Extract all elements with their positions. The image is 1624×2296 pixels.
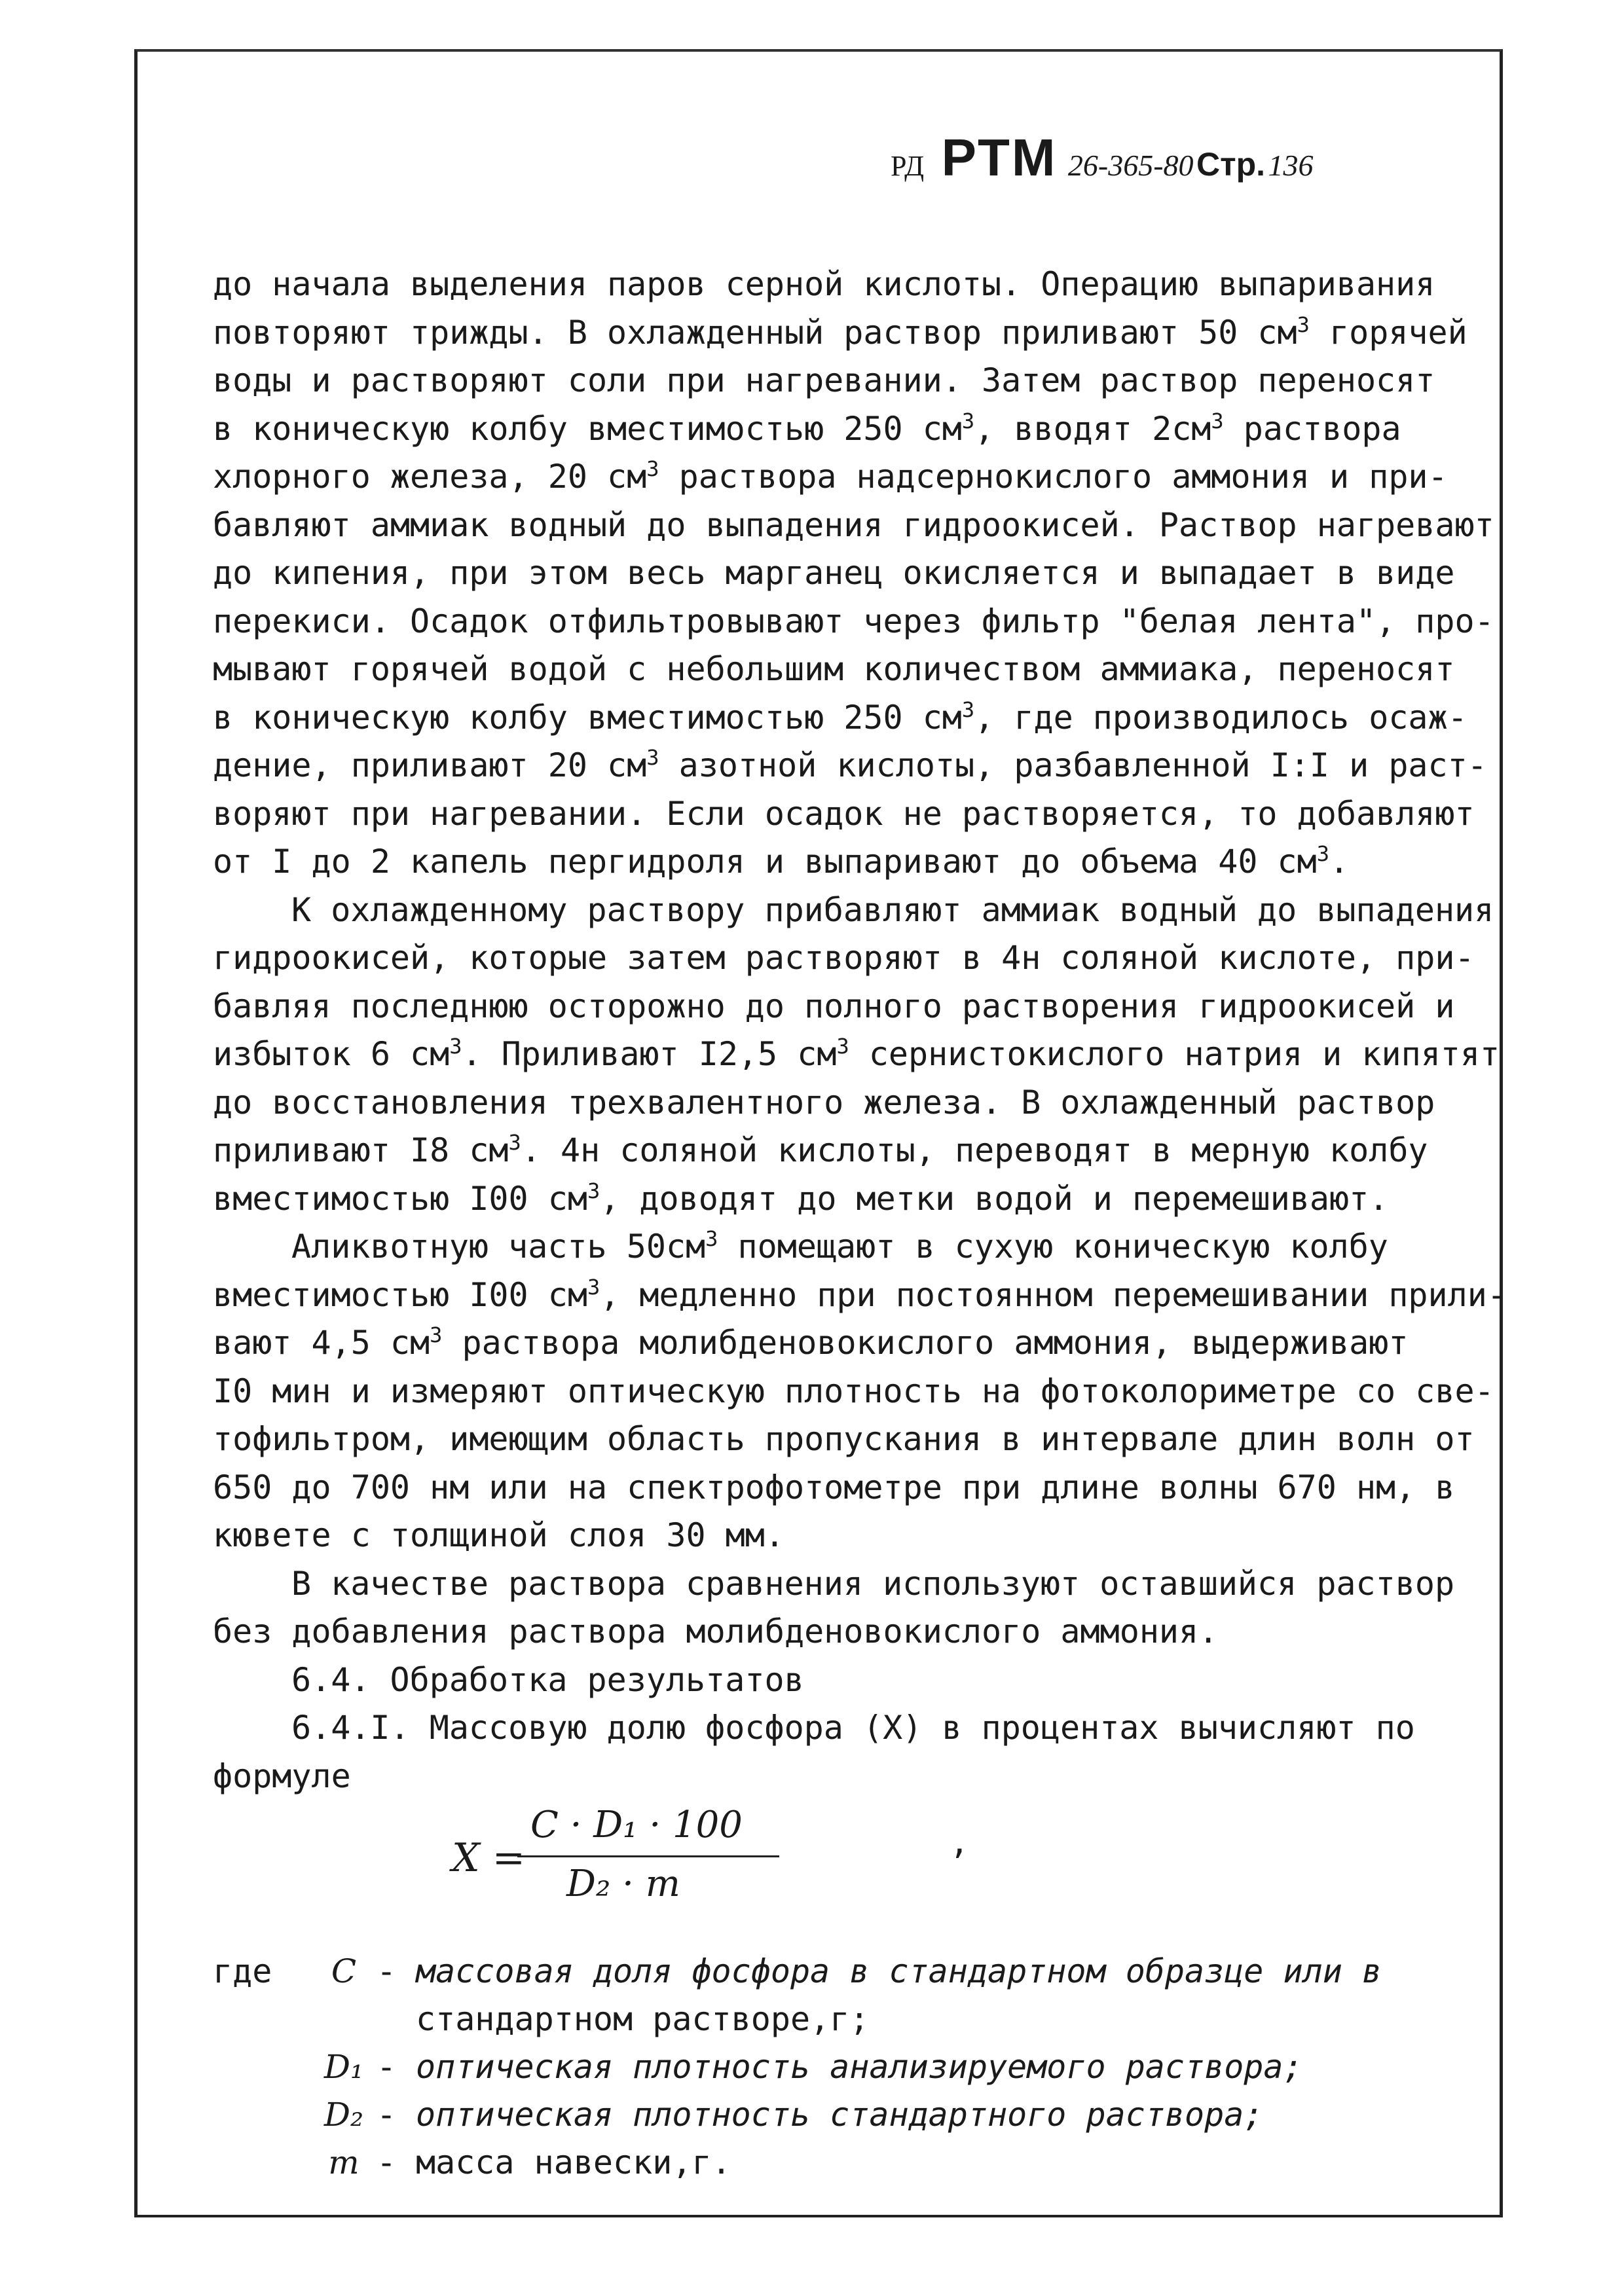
- text-line: в коническую колбу вместимостью 250 $см^3$, где производилось осаж-: [213, 697, 1467, 737]
- text-line: тофильтром, имеющим область пропускания в интервале длин волн от: [213, 1420, 1475, 1458]
- legend-symbol: D₂: [323, 2096, 364, 2134]
- formula-numerator: C · D₁ · 100: [530, 1804, 743, 1846]
- text-line: 6.4. Обработка результатов: [291, 1660, 804, 1699]
- text-line: вместимостью I00 $см^3$, доводят до метки водой и перемешивают.: [213, 1178, 1389, 1218]
- text-line: К охлажденному раствору прибавляют аммиак водный до выпадения: [291, 890, 1494, 929]
- legend-dash: -: [377, 2096, 397, 2134]
- legend-symbol: C: [331, 1952, 357, 1990]
- text-line: в коническую колбу вместимостью 250 $см^3$, вводят $2см^3$ раствора: [213, 408, 1401, 448]
- legend-text: массовая доля фосфора в стандартном образце или в: [416, 1952, 1382, 1990]
- text-line: бавляя последнюю осторожно до полного растворения гидроокисей и: [213, 987, 1455, 1025]
- text-line: от I до 2 капель пергидроля и выпаривают до объема 40 $см^3$.: [213, 841, 1350, 881]
- text-line: вают 4,5 $см^3$ раствора молибденовокислого аммония, выдерживают: [213, 1322, 1409, 1362]
- fraction-bar: [517, 1855, 779, 1857]
- text-line: I0 мин и измеряют оптическую плотность на фотоколориметре со све-: [213, 1372, 1494, 1410]
- text-line: вместимостью I00 $см^3$, медленно при постоянном перемешивании прили-: [213, 1274, 1507, 1314]
- text-line: кювете с толщиной слоя 30 мм.: [213, 1516, 784, 1554]
- legend-symbol: m: [328, 2143, 360, 2181]
- header-page-number: 136: [1268, 149, 1314, 182]
- text-line: Аликвотную часть $50см^3$ помещают в сухую коническую колбу: [291, 1226, 1388, 1266]
- text-line: В качестве раствора сравнения используют оставшийся раствор: [291, 1564, 1455, 1603]
- text-line: бавляют аммиак водный до выпадения гидроокисей. Раствор нагревают: [213, 505, 1494, 544]
- legend-text: оптическая плотность стандартного раствора;: [416, 2096, 1264, 2134]
- text-line: воряют при нагревании. Если осадок не растворяется, то добавляют: [213, 794, 1475, 833]
- text-line: дение, приливают 20 $см^3$ азотной кислоты, разбавленной I:I и раст-: [213, 745, 1487, 784]
- text-line: гидроокисей, которые затем растворяют в 4н соляной кислоте, при-: [213, 939, 1475, 977]
- header-doc-number: 26-365-80: [1067, 149, 1194, 182]
- text-line: воды и растворяют соли при нагревании. Затем раствор переносят: [213, 361, 1435, 399]
- text-line: 6.4.I. Массовую долю фосфора (X) в процентах вычисляют по: [291, 1709, 1415, 1747]
- formula-denominator: D₂ · m: [566, 1863, 680, 1905]
- legend-symbol: D₁: [323, 2048, 364, 2086]
- text-line: перекиси. Осадок отфильтровывают через фильтр "белая лента", про-: [213, 602, 1494, 640]
- header-page-label: Стр.: [1196, 146, 1266, 183]
- text-line: до восстановления трехвалентного железа. В охлажденный раствор: [213, 1083, 1435, 1121]
- text-line: приливают I8 $см^3$. 4н соляной кислоты, переводят в мерную колбу: [213, 1130, 1428, 1169]
- text-line: 650 до 700 нм или на спектрофотометре при длине волны 670 нм, в: [213, 1468, 1455, 1506]
- text-line: формуле: [213, 1757, 351, 1795]
- document-header: [891, 128, 1313, 188]
- text-line: мывают горячей водой с небольшим количеством аммиака, переносят: [213, 650, 1455, 688]
- header-rtm: РТМ: [941, 128, 1058, 187]
- legend-dash: -: [377, 2143, 397, 2181]
- formula-trailing-comma: ,: [950, 1823, 970, 1861]
- legend-dash: -: [377, 1952, 397, 1990]
- formula-lhs: X =: [452, 1835, 526, 1881]
- legend-where: где: [213, 1952, 272, 1990]
- text-line: до начала выделения паров серной кислоты. Операцию выпаривания: [213, 265, 1435, 303]
- legend-dash: -: [377, 2048, 397, 2086]
- text-line: повторяют трижды. В охлажденный раствор приливают 50 $см^3$ горячей: [213, 312, 1467, 352]
- text-line: избыток 6 $см^3$. Приливают I2,5 $см^3$ сернистокислого натрия и кипятят: [213, 1034, 1500, 1073]
- legend-text: стандартном растворе,г;: [416, 2000, 870, 2038]
- body-text: [213, 261, 1516, 1800]
- text-line: хлорного железа, 20 $см^3$ раствора надсернокислого аммония и при-: [213, 456, 1448, 496]
- header-rd: РД: [891, 150, 925, 182]
- legend-text: масса навески,г.: [416, 2143, 731, 2181]
- legend-text: оптическая плотность анализируемого раствора;: [416, 2048, 1303, 2086]
- text-line: до кипения, при этом весь марганец окисляется и выпадает в виде: [213, 554, 1455, 592]
- text-line: без добавления раствора молибденовокислого аммония.: [213, 1613, 1219, 1650]
